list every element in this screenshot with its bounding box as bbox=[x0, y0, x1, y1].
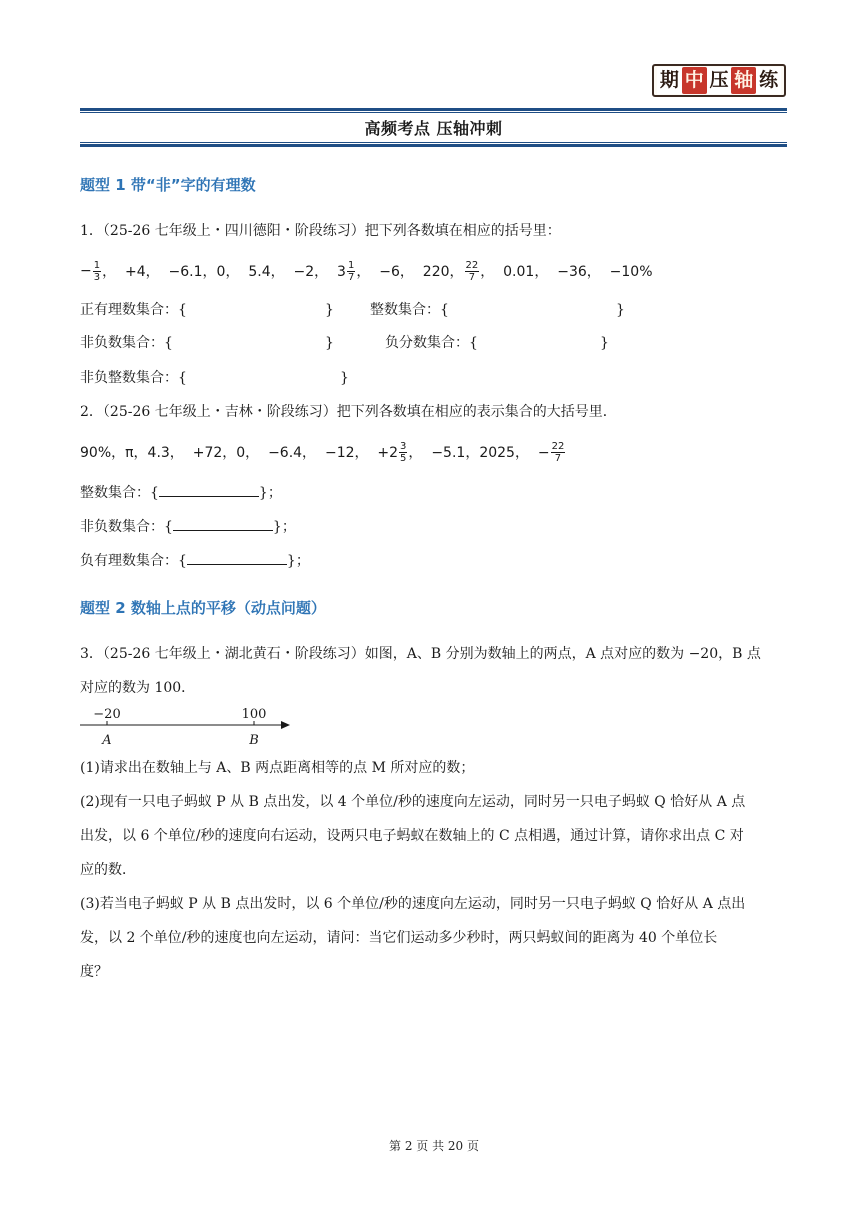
mixed-fraction: $\frac{3}{5}$ bbox=[400, 440, 407, 464]
set-close: }； bbox=[286, 553, 310, 569]
point-b-label: B bbox=[249, 733, 259, 748]
sub-question: 应的数． bbox=[80, 862, 136, 878]
point-b-value: 100 bbox=[241, 707, 267, 722]
set-label: 整数集合：{ bbox=[80, 485, 159, 501]
logo-char: 压 bbox=[707, 67, 732, 94]
point-a-label: A bbox=[102, 733, 112, 748]
sub-question: (3)若当电子蚂蚁 P 从 B 点出发时，以 6 个单位/秒的速度向左运动，同时另一只电子蚂蚁 Q 恰好从 A 点出 bbox=[80, 896, 746, 912]
fraction: $\frac{22}{7}$ bbox=[465, 259, 479, 283]
answer-blank[interactable] bbox=[173, 516, 273, 531]
page-footer: 第 2 页 共 20 页 bbox=[389, 1139, 479, 1153]
number-list: − $\frac{1}{3}$ ， +4， −6.1，0， 5.4， −2， 3 $\frac{1}{7}$ ， −6， 220， $\frac{22}{7}$ ， 0.01， −36， −10% bbox=[80, 259, 653, 283]
set-close: } bbox=[340, 370, 349, 386]
banner-bottom-rule-thin bbox=[80, 142, 787, 143]
set-label: 非负数集合：{ bbox=[80, 335, 173, 351]
set-label: 负有理数集合：{ bbox=[80, 553, 187, 569]
section-title: 题型 2 数轴上点的平移（动点问题） bbox=[80, 599, 326, 617]
axis-arrow bbox=[281, 721, 290, 729]
logo-char: 期 bbox=[657, 67, 682, 94]
banner-top-rule-thin bbox=[80, 112, 787, 113]
set-row bbox=[80, 482, 282, 503]
set-close: } bbox=[600, 335, 609, 351]
sub-question: 发，以 2 个单位/秒的速度也向左运动，请问：当它们运动多少秒时，两只蚂蚁间的距离为 40 个单位长 bbox=[80, 930, 718, 946]
sub-question: 出发，以 6 个单位/秒的速度向右运动，设两只电子蚂蚁在数轴上的 C 点相遇，通过计算，请你求出点 C 对 bbox=[80, 828, 744, 844]
mixed-fraction: $\frac{1}{7}$ bbox=[347, 259, 355, 283]
question-stem: 2．（25-26 七年级上・吉林・阶段练习）把下列各数填在相应的表示集合的大括号里． bbox=[80, 404, 617, 420]
logo-char: 练 bbox=[756, 67, 781, 94]
set-label: 非负整数集合：{ bbox=[80, 370, 187, 386]
fraction: $\frac{1}{3}$ bbox=[93, 259, 101, 283]
set-label: 整数集合：{ bbox=[370, 302, 449, 318]
set-label: 负分数集合：{ bbox=[385, 335, 478, 351]
answer-blank[interactable] bbox=[159, 482, 259, 497]
set-close: } bbox=[616, 302, 625, 318]
set-close: } bbox=[325, 302, 334, 318]
logo-char: 轴 bbox=[731, 67, 756, 94]
banner-top-rule bbox=[80, 108, 787, 111]
section-title: 题型 1 带“非”字的有理数 bbox=[80, 176, 256, 194]
set-label: 正有理数集合：{ bbox=[80, 302, 187, 318]
set-row bbox=[80, 550, 310, 571]
answer-blank[interactable] bbox=[187, 550, 287, 565]
sub-question: (2)现有一只电子蚂蚁 P 从 B 点出发，以 4 个单位/秒的速度向左运动，同时另一只电子蚂蚁 Q 恰好从 A 点 bbox=[80, 794, 746, 810]
logo-stamp bbox=[652, 64, 786, 97]
set-close: } bbox=[325, 335, 334, 351]
number-line bbox=[78, 700, 298, 752]
number-list: 90%，π，4.3， +72，0， −6.4， −12， +2 $\frac{3}{5}$ ， −5.1，2025， − $\frac{22}{7}$ bbox=[80, 440, 565, 464]
question-stem: 1．（25-26 七年级上・四川德阳・阶段练习）把下列各数填在相应的括号里： bbox=[80, 223, 561, 239]
sub-question: 度？ bbox=[80, 964, 108, 980]
set-row bbox=[80, 516, 296, 537]
set-close: }； bbox=[258, 485, 282, 501]
question-stem: 对应的数为 100． bbox=[80, 680, 196, 696]
banner-bottom-rule bbox=[80, 144, 787, 147]
sub-question: (1)请求出在数轴上与 A、B 两点距离相等的点 M 所对应的数； bbox=[80, 760, 475, 776]
banner-title: 高频考点 压轴冲刺 bbox=[364, 119, 503, 138]
fraction: $\frac{22}{7}$ bbox=[551, 440, 565, 464]
set-close: }； bbox=[272, 519, 296, 535]
point-a-value: −20 bbox=[93, 707, 121, 722]
question-stem: 3．（25-26 七年级上・湖北黄石・阶段练习）如图，A、B 分别为数轴上的两点，A 点对应的数为 −20，B 点 bbox=[80, 646, 761, 662]
logo-char: 中 bbox=[682, 67, 707, 94]
set-label: 非负数集合：{ bbox=[80, 519, 173, 535]
